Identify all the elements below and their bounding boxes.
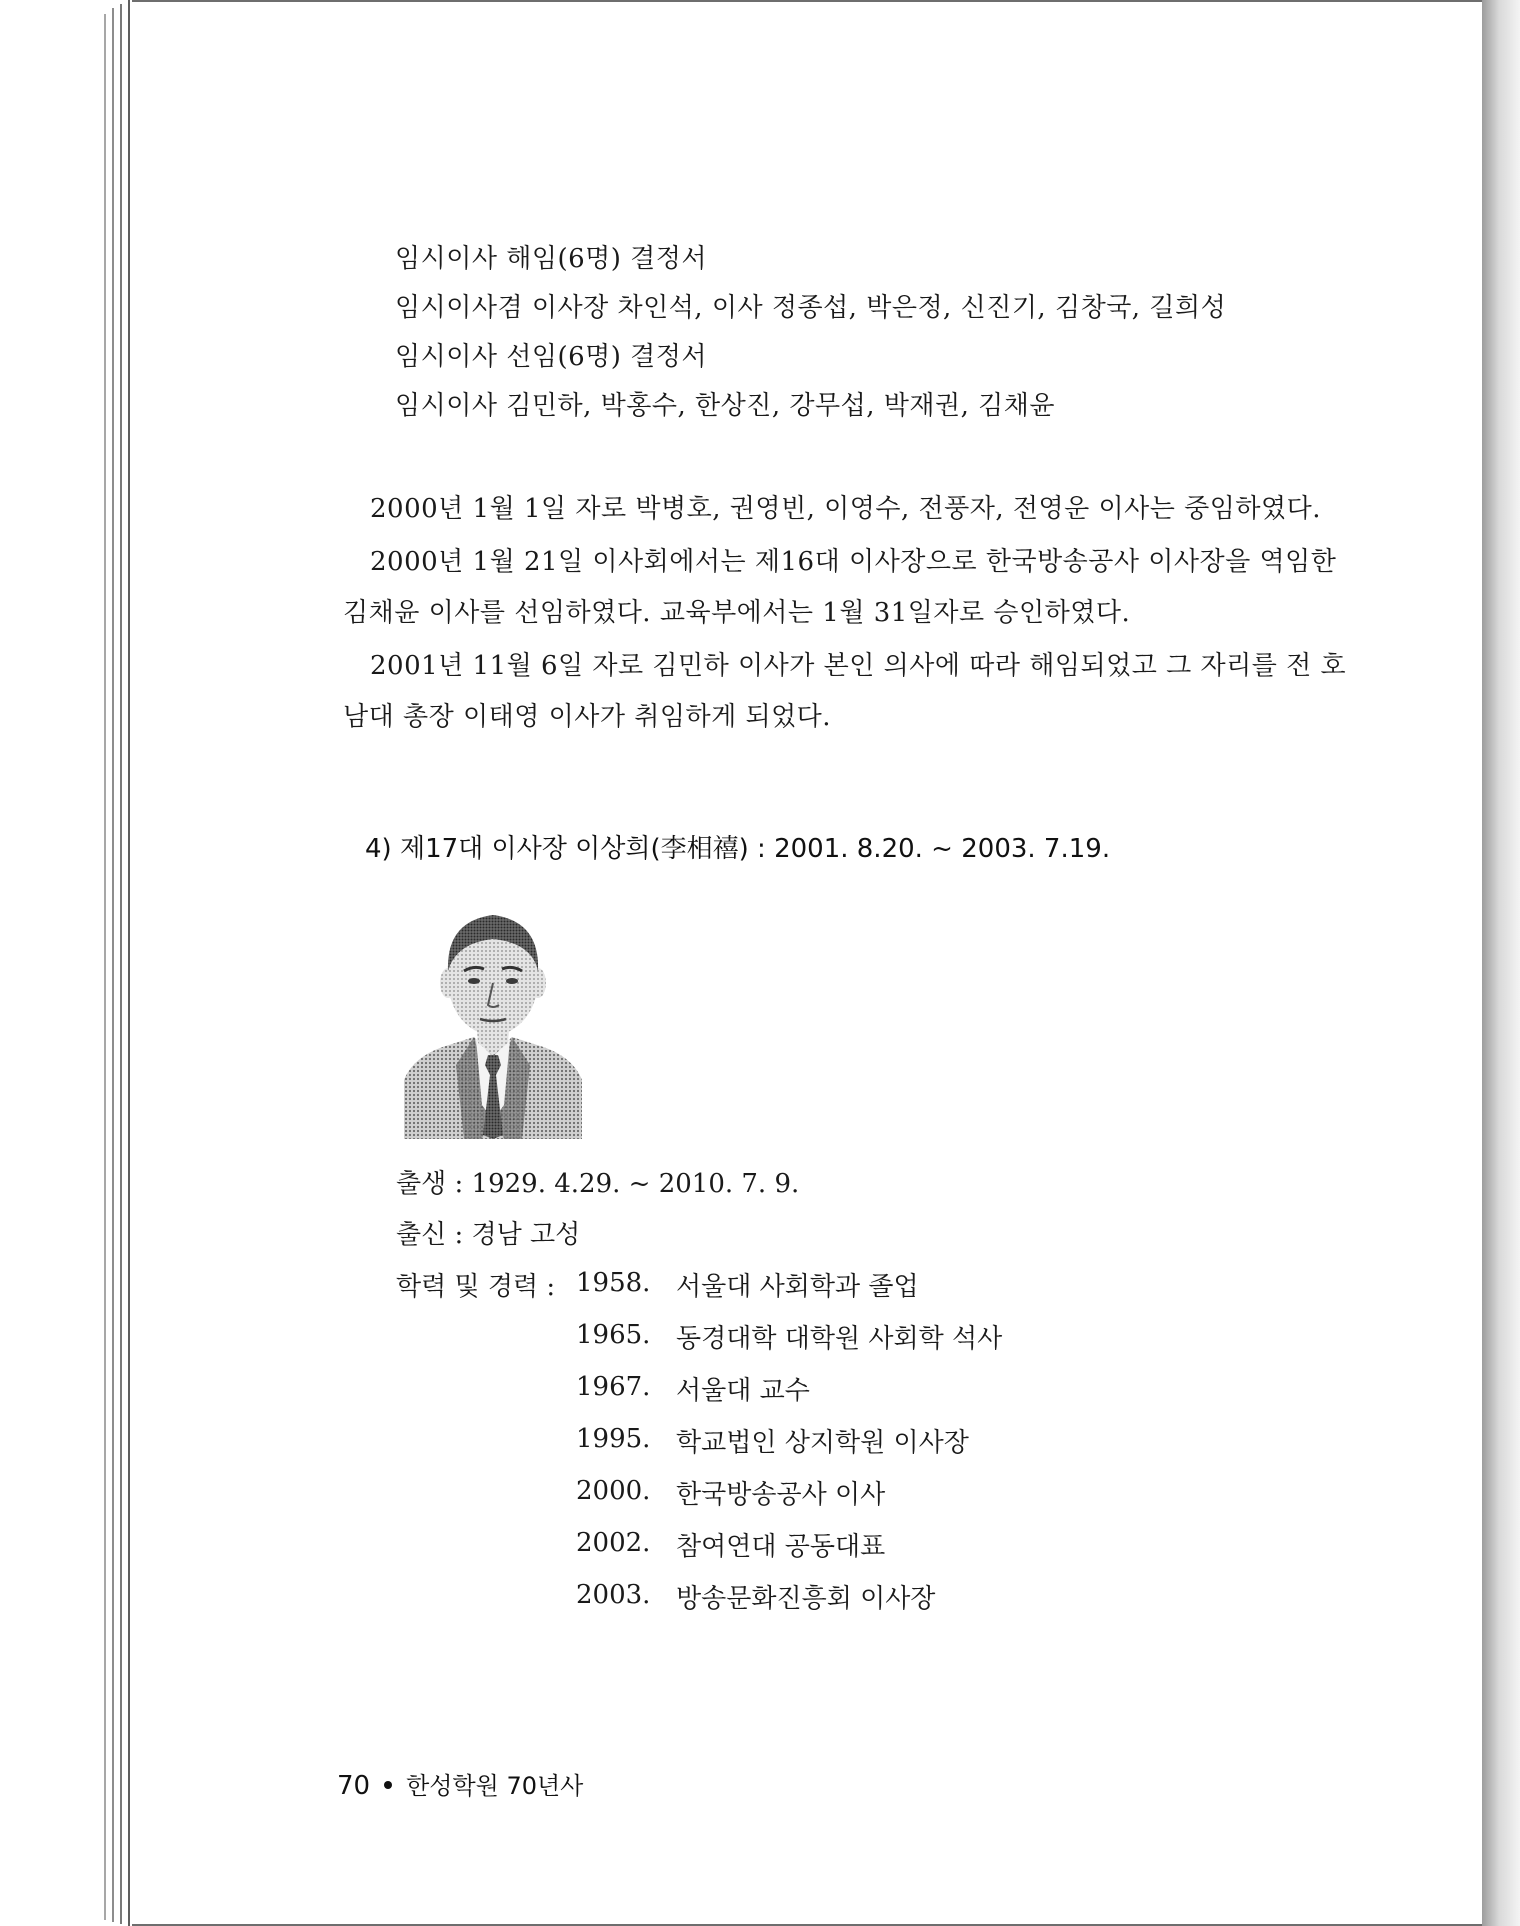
birth-value: : 1929. 4.29. ~ 2010. 7. 9. [446,1169,800,1199]
career-label: 학력 및 경력 [396,1272,539,1302]
portrait-photo [404,905,582,1139]
origin-label: 출신 [396,1220,447,1250]
origin-row [396,1214,580,1251]
career-desc-1: 서울대 사회학과 졸업 [676,1272,919,1302]
career-desc-6: 참여연대 공동대표 [676,1532,886,1562]
career-desc-2: 동경대학 대학원 사회학 석사 [676,1324,1003,1354]
career-desc-5: 한국방송공사 이사 [676,1480,886,1510]
page-number: 70 [337,1771,371,1801]
career-desc-4: 학교법인 상지학원 이사장 [676,1428,969,1458]
book-page-edges [0,0,140,1926]
paragraph-line-2: 2000년 1월 21일 이사회에서는 제16대 이사장으로 한국방송공사 이사장을 역임한 [370,547,1337,577]
career-year-7: 2003. [576,1580,651,1610]
career-year-6: 2002. [576,1528,651,1558]
career-heading-row [396,1266,555,1303]
page-edge [112,8,114,1922]
portrait-illustration [404,905,582,1139]
career-desc-7: 방송문화진흥회 이사장 [676,1584,936,1614]
page-edge [120,4,122,1924]
career-separator: : [538,1272,556,1302]
page-shadow [1482,0,1520,1926]
birth-row [396,1163,799,1200]
career-year-5: 2000. [576,1476,651,1506]
page-edge [104,14,106,1920]
birth-label: 출생 [396,1169,447,1199]
decision-line-3: 임시이사 선임(6명) 결정서 [395,342,708,372]
book-title: 한성학원 70년사 [406,1772,584,1800]
origin-value: : 경남 고성 [446,1220,581,1250]
career-year-2: 1965. [576,1320,651,1350]
paragraph-line-4: 2001년 11월 6일 자로 김민하 이사가 본인 의사에 따라 해임되었고 그 자리를 전 호 [370,651,1347,681]
decision-line-2: 임시이사겸 이사장 차인석, 이사 정종섭, 박은정, 신진기, 김창국, 길희성 [395,293,1227,323]
career-desc-3: 서울대 교수 [676,1376,810,1406]
bullet-dot-icon [384,1781,392,1789]
paragraph-line-5: 남대 총장 이태영 이사가 취임하게 되었다. [343,702,832,732]
paragraph-line-1: 2000년 1월 1일 자로 박병호, 권영빈, 이영수, 전풍자, 전영운 이사는 중임하였다. [370,494,1321,524]
paragraph-line-3: 김채윤 이사를 선임하였다. 교육부에서는 1월 31일자로 승인하였다. [343,598,1131,628]
career-year-3: 1967. [576,1372,651,1402]
section-title: 4) 제17대 이사장 이상희(李相禧) : 2001. 8.20. ~ 2003. 7.19. [365,834,1111,864]
career-year-4: 1995. [576,1424,651,1454]
page-footer [337,1766,583,1801]
page-edge [128,0,130,1926]
decision-line-1: 임시이사 해임(6명) 결정서 [395,244,708,274]
decision-line-4: 임시이사 김민하, 박홍수, 한상진, 강무섭, 박재권, 김채윤 [395,391,1055,421]
career-year-1: 1958. [576,1268,651,1298]
